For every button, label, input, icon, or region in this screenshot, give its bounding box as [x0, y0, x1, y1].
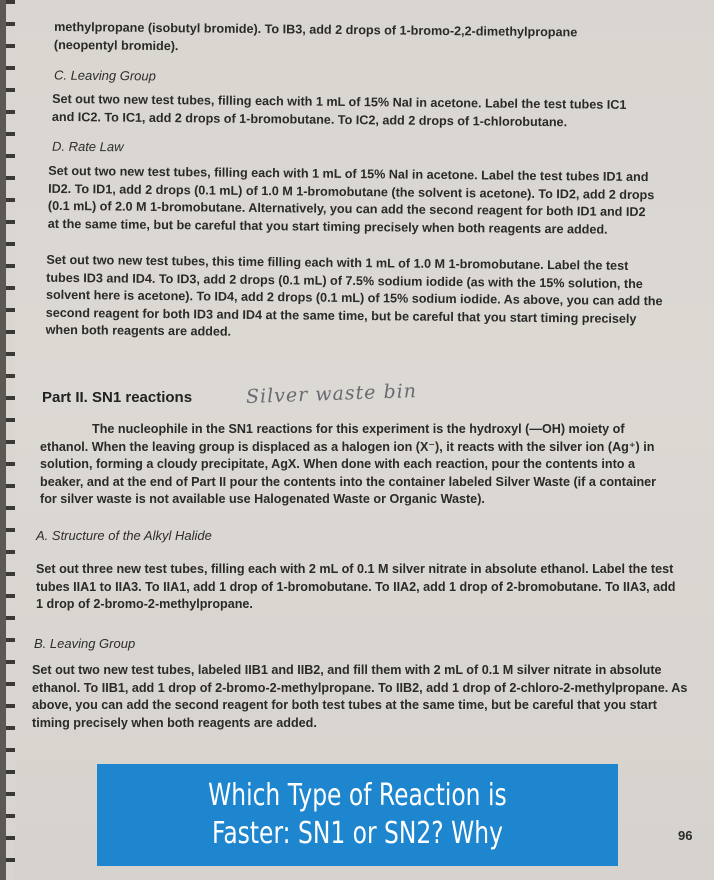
handwritten-note: Silver waste bin [245, 380, 418, 408]
top-fragment-text: methylpropane (isobutyl bromide). To IB3, add 2 drops of 1-bromo-2,2-dimethylpropane (neopentyl bromide). [53, 19, 578, 53]
banner-line-1: Which Type of Reaction is [208, 778, 507, 813]
leaving-group-heading: C. Leaving Group [53, 67, 156, 84]
part2-leaving-group-text: Set out two new test tubes, labeled IIB1 and IIB2, and fill them with 2 mL of 0.1 M silver nitrate in absolute ethanol. To IIB1, add 1 drop of 2-bromo-2-methylpropane. To IIB2, add 1 drop of 2-chloro-2-methylpropane. As above, you can add the second reagent for both test tubes at the same time, but be careful that you start timing precisely when both reagents are added. [32, 663, 688, 730]
rate-law-text-2: Set out two new test tubes, this time filling each with 1 mL of 1.0 M 1-bromobutane. Label the test tubes ID3 and ID4. To ID3, add 2 drops (0.1 mL) of 7.5% sodium iodide (as with the 15% solution, the solvent here is acetone). To ID4, add 2 drops (0.1 mL) of 15% sodium iodide. As above, you can add the second reagent for both ID3 and ID4 at the same time, but be careful that you start timing precisely when both reagents are added. [45, 252, 663, 339]
alkyl-structure-heading: A. Structure of the Alkyl Halide [36, 528, 212, 543]
leaving-group-text: Set out two new test tubes, filling each with 1 mL of 15% NaI in acetone. Label the test tubes IC1 and IC2. To IC1, add 2 drops of 1-bromobutane. To IC2, add 2 drops of 1-chlorobutane. [51, 91, 627, 129]
part2-intro-text: The nucleophile in the SN1 reactions for this experiment is the hydroxyl (—OH) moiety of ethanol. When the leaving group is displaced as a halogen ion (X⁻), it reacts with the silver ion (Ag⁺) in solution, forming a cloudy precipitate, AgX. When done with each reaction, pour the contents into a beaker, and at the end of Part II pour the contents into the container labeled Silver Waste (if a container for silver waste is not available use Halogenated Waste or Organic Waste). [40, 422, 657, 506]
part2-title: Part II. SN1 reactions [42, 389, 193, 406]
rate-law-heading: D. Rate Law [51, 138, 124, 155]
title-banner [97, 764, 618, 866]
part2-leaving-group-heading: B. Leaving Group [34, 636, 136, 651]
banner-line-2: Faster: SN1 or SN2? Why [212, 816, 503, 851]
binder-holes [6, 0, 15, 880]
document-page [6, 0, 714, 880]
alkyl-structure-text: Set out three new test tubes, filling each with 2 mL of 0.1 M silver nitrate in absolute ethanol. Label the test tubes IIA1 to IIA3. To IIA1, add 1 drop of 1-bromobutane. To IIA2, add 1 drop of 2-bromobutane. To IIA3, add 1 drop of 2-bromo-2-methylpropane. [36, 562, 676, 611]
rate-law-text-1: Set out two new test tubes, filling each with 1 mL of 15% NaI in acetone. Label the test tubes ID1 and ID2. To ID1, add 2 drops (0.1 mL) of 1.0 M 1-bromobutane (the solvent is acetone). To ID2, add 2 drops (0.1 mL) of 2.0 M 1-bromobutane. Alternatively, you can add the second reagent for both ID1 and ID2 at the same time, but be careful that you start timing precisely when both reagents are added. [47, 163, 655, 237]
page-number: 96 [678, 828, 693, 843]
